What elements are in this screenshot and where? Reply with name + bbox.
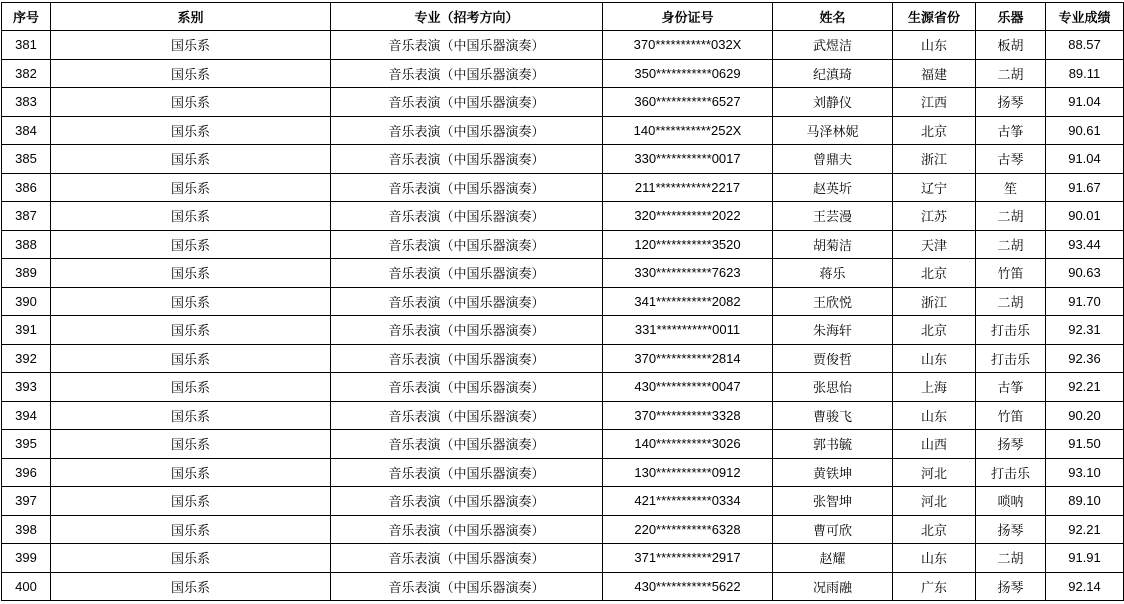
cell-id-number: 370***********3328: [603, 401, 773, 430]
cell-province: 浙江: [893, 287, 976, 316]
cell-province: 山东: [893, 31, 976, 60]
table-row: [2, 287, 1124, 316]
table-row: [2, 145, 1124, 174]
cell-index: 400: [2, 572, 51, 601]
cell-instrument: 唢呐: [976, 487, 1046, 516]
cell-instrument: 古筝: [976, 116, 1046, 145]
cell-id-number: 430***********5622: [603, 572, 773, 601]
cell-name: 王欣悦: [773, 287, 893, 316]
cell-id-number: 140***********252X: [603, 116, 773, 145]
cell-department: 国乐系: [51, 515, 331, 544]
table-row: [2, 572, 1124, 601]
cell-name: 蒋乐: [773, 259, 893, 288]
cell-province: 天津: [893, 230, 976, 259]
cell-instrument: 竹笛: [976, 401, 1046, 430]
cell-province: 北京: [893, 259, 976, 288]
cell-province: 河北: [893, 487, 976, 516]
cell-province: 北京: [893, 515, 976, 544]
cell-index: 389: [2, 259, 51, 288]
cell-index: 396: [2, 458, 51, 487]
cell-department: 国乐系: [51, 173, 331, 202]
cell-department: 国乐系: [51, 544, 331, 573]
cell-department: 国乐系: [51, 202, 331, 231]
header-major: 专业（招考方向）: [331, 3, 603, 31]
table-row: [2, 59, 1124, 88]
cell-department: 国乐系: [51, 373, 331, 402]
cell-major: 音乐表演（中国乐器演奏）: [331, 116, 603, 145]
cell-department: 国乐系: [51, 344, 331, 373]
cell-name: 朱海轩: [773, 316, 893, 345]
table-row: [2, 373, 1124, 402]
cell-id-number: 371***********2917: [603, 544, 773, 573]
cell-score: 91.04: [1046, 145, 1124, 174]
admission-score-table: [1, 2, 1124, 601]
cell-province: 辽宁: [893, 173, 976, 202]
cell-index: 393: [2, 373, 51, 402]
cell-instrument: 板胡: [976, 31, 1046, 60]
header-id-number: 身份证号: [603, 3, 773, 31]
cell-score: 91.50: [1046, 430, 1124, 459]
table-row: [2, 401, 1124, 430]
cell-department: 国乐系: [51, 458, 331, 487]
cell-province: 广东: [893, 572, 976, 601]
header-name: 姓名: [773, 3, 893, 31]
cell-name: 赵耀: [773, 544, 893, 573]
cell-index: 381: [2, 31, 51, 60]
cell-instrument: 二胡: [976, 544, 1046, 573]
cell-index: 392: [2, 344, 51, 373]
cell-name: 郭书毓: [773, 430, 893, 459]
cell-index: 399: [2, 544, 51, 573]
cell-name: 王芸漫: [773, 202, 893, 231]
cell-index: 391: [2, 316, 51, 345]
cell-index: 394: [2, 401, 51, 430]
cell-department: 国乐系: [51, 259, 331, 288]
cell-id-number: 330***********7623: [603, 259, 773, 288]
cell-name: 刘静仪: [773, 88, 893, 117]
cell-score: 91.91: [1046, 544, 1124, 573]
cell-major: 音乐表演（中国乐器演奏）: [331, 515, 603, 544]
cell-instrument: 笙: [976, 173, 1046, 202]
header-instrument: 乐器: [976, 3, 1046, 31]
cell-id-number: 421***********0334: [603, 487, 773, 516]
table-row: [2, 230, 1124, 259]
cell-index: 387: [2, 202, 51, 231]
cell-score: 92.21: [1046, 373, 1124, 402]
cell-province: 山西: [893, 430, 976, 459]
cell-instrument: 古筝: [976, 373, 1046, 402]
cell-name: 曹骏飞: [773, 401, 893, 430]
cell-major: 音乐表演（中国乐器演奏）: [331, 544, 603, 573]
cell-name: 马泽林妮: [773, 116, 893, 145]
cell-name: 武煜洁: [773, 31, 893, 60]
cell-instrument: 扬琴: [976, 430, 1046, 459]
cell-index: 386: [2, 173, 51, 202]
cell-department: 国乐系: [51, 31, 331, 60]
cell-id-number: 320***********2022: [603, 202, 773, 231]
cell-department: 国乐系: [51, 116, 331, 145]
cell-score: 90.63: [1046, 259, 1124, 288]
cell-province: 北京: [893, 316, 976, 345]
cell-index: 385: [2, 145, 51, 174]
cell-name: 贾俊哲: [773, 344, 893, 373]
table-row: [2, 515, 1124, 544]
cell-major: 音乐表演（中国乐器演奏）: [331, 202, 603, 231]
cell-major: 音乐表演（中国乐器演奏）: [331, 173, 603, 202]
cell-major: 音乐表演（中国乐器演奏）: [331, 259, 603, 288]
table-row: [2, 316, 1124, 345]
cell-score: 91.04: [1046, 88, 1124, 117]
cell-instrument: 竹笛: [976, 259, 1046, 288]
table-row: [2, 88, 1124, 117]
cell-major: 音乐表演（中国乐器演奏）: [331, 344, 603, 373]
cell-instrument: 二胡: [976, 287, 1046, 316]
header-index: 序号: [2, 3, 51, 31]
cell-province: 浙江: [893, 145, 976, 174]
cell-index: 388: [2, 230, 51, 259]
cell-instrument: 古琴: [976, 145, 1046, 174]
cell-province: 北京: [893, 116, 976, 145]
cell-name: 胡菊洁: [773, 230, 893, 259]
cell-major: 音乐表演（中国乐器演奏）: [331, 287, 603, 316]
cell-major: 音乐表演（中国乐器演奏）: [331, 487, 603, 516]
table-row: [2, 259, 1124, 288]
table-row: [2, 487, 1124, 516]
cell-score: 91.67: [1046, 173, 1124, 202]
table-row: [2, 344, 1124, 373]
cell-province: 山东: [893, 401, 976, 430]
cell-major: 音乐表演（中国乐器演奏）: [331, 316, 603, 345]
cell-department: 国乐系: [51, 88, 331, 117]
cell-name: 纪滇琦: [773, 59, 893, 88]
cell-id-number: 350***********0629: [603, 59, 773, 88]
table-row: [2, 430, 1124, 459]
header-score: 专业成绩: [1046, 3, 1124, 31]
cell-name: 黄铁坤: [773, 458, 893, 487]
cell-score: 92.36: [1046, 344, 1124, 373]
cell-score: 93.10: [1046, 458, 1124, 487]
cell-score: 89.10: [1046, 487, 1124, 516]
cell-major: 音乐表演（中国乐器演奏）: [331, 401, 603, 430]
cell-score: 92.31: [1046, 316, 1124, 345]
cell-name: 曹可欣: [773, 515, 893, 544]
cell-department: 国乐系: [51, 572, 331, 601]
cell-id-number: 211***********2217: [603, 173, 773, 202]
cell-name: 曾鼎夫: [773, 145, 893, 174]
table-header: [2, 3, 1124, 31]
cell-department: 国乐系: [51, 487, 331, 516]
cell-score: 92.21: [1046, 515, 1124, 544]
cell-major: 音乐表演（中国乐器演奏）: [331, 31, 603, 60]
cell-major: 音乐表演（中国乐器演奏）: [331, 59, 603, 88]
cell-index: 382: [2, 59, 51, 88]
cell-name: 况雨融: [773, 572, 893, 601]
cell-score: 90.61: [1046, 116, 1124, 145]
cell-index: 398: [2, 515, 51, 544]
cell-instrument: 二胡: [976, 230, 1046, 259]
cell-id-number: 430***********0047: [603, 373, 773, 402]
cell-major: 音乐表演（中国乐器演奏）: [331, 145, 603, 174]
cell-id-number: 120***********3520: [603, 230, 773, 259]
cell-score: 89.11: [1046, 59, 1124, 88]
cell-index: 397: [2, 487, 51, 516]
cell-major: 音乐表演（中国乐器演奏）: [331, 373, 603, 402]
cell-province: 上海: [893, 373, 976, 402]
cell-score: 93.44: [1046, 230, 1124, 259]
cell-id-number: 130***********0912: [603, 458, 773, 487]
cell-name: 张智坤: [773, 487, 893, 516]
cell-province: 福建: [893, 59, 976, 88]
cell-index: 384: [2, 116, 51, 145]
cell-province: 江西: [893, 88, 976, 117]
cell-name: 赵英圻: [773, 173, 893, 202]
table-body: [2, 31, 1124, 601]
cell-id-number: 341***********2082: [603, 287, 773, 316]
cell-id-number: 360***********6527: [603, 88, 773, 117]
cell-id-number: 140***********3026: [603, 430, 773, 459]
cell-id-number: 330***********0017: [603, 145, 773, 174]
cell-instrument: 打击乐: [976, 344, 1046, 373]
cell-index: 383: [2, 88, 51, 117]
cell-major: 音乐表演（中国乐器演奏）: [331, 572, 603, 601]
cell-instrument: 二胡: [976, 59, 1046, 88]
cell-major: 音乐表演（中国乐器演奏）: [331, 458, 603, 487]
cell-province: 江苏: [893, 202, 976, 231]
cell-id-number: 370***********2814: [603, 344, 773, 373]
cell-instrument: 扬琴: [976, 515, 1046, 544]
cell-score: 90.20: [1046, 401, 1124, 430]
cell-province: 河北: [893, 458, 976, 487]
cell-department: 国乐系: [51, 401, 331, 430]
cell-major: 音乐表演（中国乐器演奏）: [331, 430, 603, 459]
table-row: [2, 544, 1124, 573]
cell-score: 90.01: [1046, 202, 1124, 231]
table-row: [2, 116, 1124, 145]
cell-name: 张思怡: [773, 373, 893, 402]
cell-score: 91.70: [1046, 287, 1124, 316]
cell-department: 国乐系: [51, 145, 331, 174]
cell-index: 395: [2, 430, 51, 459]
cell-instrument: 打击乐: [976, 316, 1046, 345]
cell-department: 国乐系: [51, 316, 331, 345]
header-row: [2, 3, 1124, 31]
header-department: 系别: [51, 3, 331, 31]
cell-index: 390: [2, 287, 51, 316]
cell-major: 音乐表演（中国乐器演奏）: [331, 230, 603, 259]
cell-department: 国乐系: [51, 59, 331, 88]
table-row: [2, 202, 1124, 231]
table-row: [2, 31, 1124, 60]
cell-score: 92.14: [1046, 572, 1124, 601]
cell-id-number: 331***********0011: [603, 316, 773, 345]
cell-department: 国乐系: [51, 430, 331, 459]
cell-score: 88.57: [1046, 31, 1124, 60]
cell-province: 山东: [893, 544, 976, 573]
table-row: [2, 458, 1124, 487]
cell-department: 国乐系: [51, 287, 331, 316]
cell-id-number: 220***********6328: [603, 515, 773, 544]
cell-instrument: 扬琴: [976, 572, 1046, 601]
cell-department: 国乐系: [51, 230, 331, 259]
cell-major: 音乐表演（中国乐器演奏）: [331, 88, 603, 117]
header-province: 生源省份: [893, 3, 976, 31]
cell-instrument: 打击乐: [976, 458, 1046, 487]
cell-id-number: 370***********032X: [603, 31, 773, 60]
table-row: [2, 173, 1124, 202]
cell-instrument: 扬琴: [976, 88, 1046, 117]
cell-instrument: 二胡: [976, 202, 1046, 231]
cell-province: 山东: [893, 344, 976, 373]
